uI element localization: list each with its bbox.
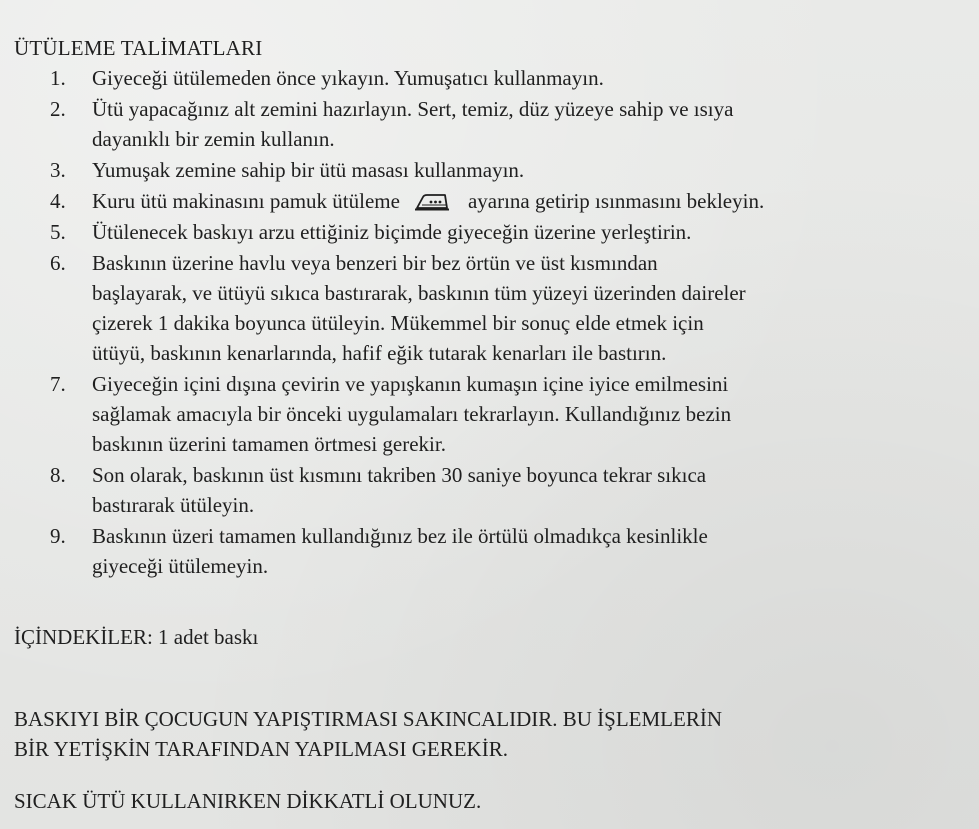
- step-text-before-icon: Kuru ütü makinasını pamuk ütüleme: [92, 189, 400, 213]
- step-text: [92, 460, 955, 520]
- step-number: 6.: [50, 251, 66, 275]
- child-warning: [14, 704, 722, 764]
- step-number: 4.: [50, 189, 66, 213]
- step-text: [92, 217, 955, 247]
- step-text: [92, 155, 955, 185]
- step-number: 7.: [50, 372, 66, 396]
- child-warning-line: BASKIYI BİR ÇOCUGUN YAPIŞTIRMASI SAKINCALIDIR. BU İŞLEMLERİN: [14, 707, 723, 731]
- step-line: [92, 186, 955, 216]
- step-line: Yumuşak zemine sahip bir ütü masası kullanmayın.: [92, 158, 525, 182]
- step-line: ütüyü, baskının kenarlarında, hafif eğik tutarak kenarları ile bastırın.: [92, 341, 667, 365]
- step-line: Giyeceğin içini dışına çevirin ve yapışkanın kumaşın içine iyice emilmesini: [92, 372, 729, 396]
- step-line: Ütü yapacağınız alt zemini hazırlayın. Sert, temiz, düz yüzeye sahip ve ısıya: [92, 97, 734, 121]
- instruction-step-1: [0, 63, 979, 93]
- instruction-step-9: [0, 521, 979, 581]
- step-text: [92, 521, 955, 581]
- instruction-step-3: [0, 155, 979, 185]
- step-number: 2.: [50, 97, 66, 121]
- step-line: Ütülenecek baskıyı arzu ettiğiniz biçimde giyeceğin üzerine yerleştirin.: [92, 220, 692, 244]
- step-line: giyeceği ütülemeyin.: [92, 554, 269, 578]
- step-line: sağlamak amacıyla bir önceki uygulamaları tekrarlayın. Kullandığınız bezin: [92, 402, 732, 426]
- instruction-step-2: [0, 94, 979, 154]
- step-line: Baskının üzerine havlu veya benzeri bir bez örtün ve üst kısmından: [92, 251, 658, 275]
- step-line: bastırarak ütüleyin.: [92, 493, 255, 517]
- step-text: [92, 186, 955, 216]
- iron-icon: [414, 191, 450, 211]
- step-number: 9.: [50, 524, 66, 548]
- step-line: çizerek 1 dakika boyunca ütüleyin. Mükemmel bir sonuç elde etmek için: [92, 311, 704, 335]
- child-warning-line: BİR YETİŞKİN TARAFINDAN YAPILMASI GEREKİR.: [14, 737, 508, 761]
- step-text: [92, 63, 955, 93]
- step-number: 5.: [50, 220, 66, 244]
- instruction-step-4: [0, 186, 979, 216]
- step-text: [92, 369, 955, 459]
- step-text: [92, 94, 955, 154]
- instruction-step-8: [0, 460, 979, 520]
- step-number: 1.: [50, 66, 66, 90]
- step-line: dayanıklı bir zemin kullanın.: [92, 127, 335, 151]
- step-line: Giyeceği ütülemeden önce yıkayın. Yumuşatıcı kullanmayın.: [92, 66, 604, 90]
- step-text: [92, 248, 955, 368]
- instruction-step-5: [0, 217, 979, 247]
- step-line: baskının üzerini tamamen örtmesi gerekir.: [92, 432, 446, 456]
- page-title: ÜTÜLEME TALİMATLARI: [14, 36, 263, 60]
- step-text-after-icon: ayarına getirip ısınmasını bekleyin.: [467, 189, 765, 213]
- step-line: Son olarak, baskının üst kısmını takriben 30 saniye boyunca tekrar sıkıca: [92, 463, 707, 487]
- step-number: 3.: [50, 158, 66, 182]
- step-number: 8.: [50, 463, 66, 487]
- instruction-step-7: [0, 369, 979, 459]
- instruction-list: [0, 63, 979, 582]
- step-line: Baskının üzeri tamamen kullandığınız bez ile örtülü olmadıkça kesinlikle: [92, 524, 708, 548]
- instruction-step-6: [0, 248, 979, 368]
- step-line: başlayarak, ve ütüyü sıkıca bastırarak, baskının tüm yüzeyi üzerinden daireler: [92, 281, 746, 305]
- hot-iron-warning: SICAK ÜTÜ KULLANIRKEN DİKKATLİ OLUNUZ.: [14, 789, 482, 813]
- contents-line: İÇİNDEKİLER: 1 adet baskı: [14, 625, 259, 649]
